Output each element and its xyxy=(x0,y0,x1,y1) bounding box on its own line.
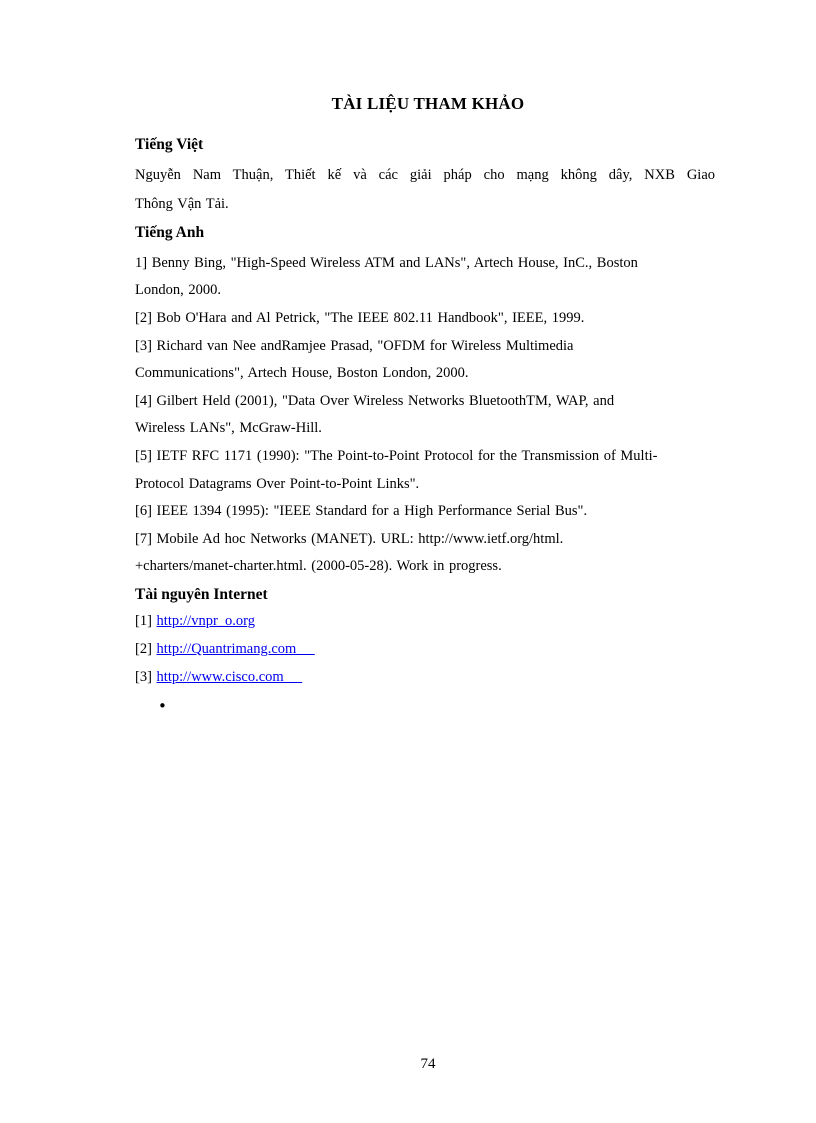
reference-en-line: Wireless LANs", McGraw-Hill. xyxy=(135,420,322,436)
internet-resource-item xyxy=(135,641,315,658)
reference-en-line: 1] Benny Bing, "High-Speed Wireless ATM and LANs", Artech House, InC., Boston xyxy=(135,255,638,271)
resource-index: [3] xyxy=(135,669,157,685)
resource-link[interactable]: http://www.cisco.com xyxy=(156,669,303,685)
resource-link[interactable]: http://vnpr_o.org xyxy=(156,613,255,629)
reference-en-line: Protocol Datagrams Over Point-to-Point Links". xyxy=(135,476,420,492)
reference-en-line: [2] Bob O'Hara and Al Petrick, "The IEEE 802.11 Handbook", IEEE, 1999. xyxy=(135,310,585,326)
section-heading-internet: Tài nguyên Internet xyxy=(135,586,268,603)
bullet-point: • xyxy=(158,697,167,715)
page-title: TÀI LIỆU THAM KHẢO xyxy=(331,94,525,113)
reference-en-line: [4] Gilbert Held (2001), "Data Over Wireless Networks BluetoothTM, WAP, and xyxy=(135,393,615,409)
internet-resource-item xyxy=(135,669,302,686)
internet-resource-item xyxy=(135,613,255,630)
reference-en-line: +charters/manet-charter.html. (2000-05-28). Work in progress. xyxy=(135,558,502,574)
resource-index: [1] xyxy=(135,613,157,629)
resource-link[interactable]: http://Quantrimang.com xyxy=(156,641,315,657)
resource-index: [2] xyxy=(135,641,157,657)
reference-en-line: [5] IETF RFC 1171 (1990): "The Point-to-Point Protocol for the Transmission of Multi- xyxy=(135,448,658,464)
page-number: 74 xyxy=(420,1056,436,1072)
reference-vn-line-2: Thông Vận Tải. xyxy=(135,196,229,212)
reference-en-line: [3] Richard van Nee andRamjee Prasad, "OFDM for Wireless Multimedia xyxy=(135,338,574,354)
reference-en-line: [7] Mobile Ad hoc Networks (MANET). URL: http://www.ietf.org/html. xyxy=(135,531,564,547)
section-heading-english: Tiếng Anh xyxy=(135,224,205,241)
reference-en-line: [6] IEEE 1394 (1995): "IEEE Standard for a High Performance Serial Bus". xyxy=(135,503,588,519)
reference-en-line: Communications", Artech House, Boston London, 2000. xyxy=(135,365,469,381)
reference-en-line: London, 2000. xyxy=(135,282,221,298)
reference-vn-line-1: Nguyễn Nam Thuận, Thiết kế và các giải pháp cho mạng không dây, NXB Giao xyxy=(135,167,715,183)
section-heading-vietnamese: Tiếng Việt xyxy=(135,136,204,153)
